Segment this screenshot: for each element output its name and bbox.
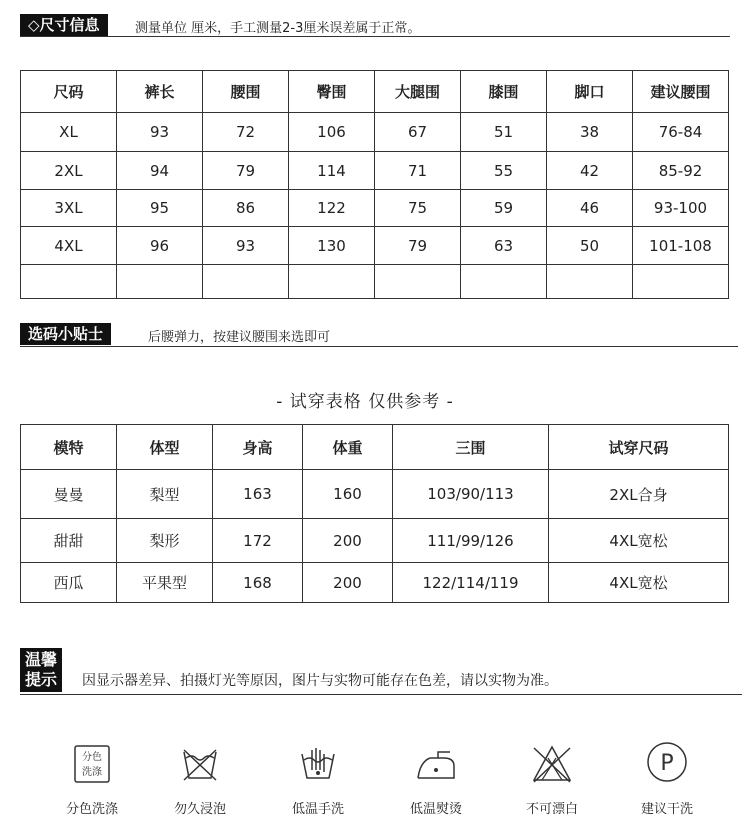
care-item-no-bleach (497, 744, 607, 817)
table-cell (117, 265, 203, 299)
header-cell: 臀围 (289, 71, 375, 113)
table-cell: 4XL (21, 227, 117, 265)
dry-clean-icon-text: P (660, 751, 674, 776)
table-cell: 103/90/113 (393, 470, 549, 519)
header-cell: 试穿尺码 (549, 425, 729, 470)
table-cell: 93 (203, 227, 289, 265)
notice-divider (20, 694, 742, 695)
table-cell: 63 (461, 227, 547, 265)
table-cell (21, 265, 117, 299)
table-cell: 130 (289, 227, 375, 265)
notice-tag-line1: 温馨 (24, 650, 57, 669)
table-cell: 42 (547, 152, 633, 190)
table-cell (633, 265, 729, 299)
care-item-dry-clean (612, 740, 722, 817)
table-cell: 168 (213, 563, 303, 603)
header-cell: 裤长 (117, 71, 203, 113)
table-cell: 160 (303, 470, 393, 519)
table-cell (547, 265, 633, 299)
table-cell: 163 (213, 470, 303, 519)
header-cell: 膝围 (461, 71, 547, 113)
tips-section-note: 后腰弹力，按建议腰围来选即可 (148, 330, 331, 345)
table-cell: 101-108 (633, 227, 729, 265)
care-label: 建议干洗 (640, 802, 693, 817)
table-cell: 200 (303, 563, 393, 603)
table-cell: 95 (117, 190, 203, 227)
notice-tag (20, 648, 62, 692)
care-label: 不可漂白 (525, 802, 578, 817)
care-item-hand-wash (263, 744, 373, 817)
table-cell: 72 (203, 113, 289, 152)
table-cell (289, 265, 375, 299)
table-cell (203, 265, 289, 299)
dry-clean-icon (645, 740, 689, 784)
table-cell: 96 (117, 227, 203, 265)
table-cell: XL (21, 113, 117, 152)
table-cell: 2XL (21, 152, 117, 190)
table-cell: 114 (289, 152, 375, 190)
no-bleach-icon (530, 744, 574, 784)
hand-wash-low-temp-icon (296, 744, 340, 784)
table-cell: 38 (547, 113, 633, 152)
separate-wash-icon (70, 744, 114, 784)
header-cell: 模特 (21, 425, 117, 470)
care-label: 勿久浸泡 (173, 802, 226, 817)
care-label: 低温熨烫 (409, 802, 462, 817)
table-cell: 4XL宽松 (549, 519, 729, 563)
trial-table (20, 424, 729, 603)
separate-wash-icon-text: 洗涤 (82, 767, 102, 778)
header-cell: 腰围 (203, 71, 289, 113)
table-row (21, 563, 729, 603)
table-cell: 172 (213, 519, 303, 563)
table-cell: 59 (461, 190, 547, 227)
size-section-tag: ◇尺寸信息 (20, 14, 108, 36)
separate-wash-icon-text: 分色 (82, 752, 102, 763)
table-cell: 平果型 (117, 563, 213, 603)
table-cell: 122 (289, 190, 375, 227)
table-cell: 梨形 (117, 519, 213, 563)
trial-table-title: - 试穿表格 仅供参考 - (276, 392, 454, 412)
trial-table-header (21, 425, 729, 470)
table-cell: 111/99/126 (393, 519, 549, 563)
table-cell: 94 (117, 152, 203, 190)
table-cell: 85-92 (633, 152, 729, 190)
care-item-no-soak (145, 744, 255, 817)
notice-tag-line2: 提示 (24, 670, 57, 689)
table-row (21, 470, 729, 519)
table-cell: 46 (547, 190, 633, 227)
header-cell: 建议腰围 (633, 71, 729, 113)
table-cell: 甜甜 (21, 519, 117, 563)
header-cell: 身高 (213, 425, 303, 470)
size-section-note: 测量单位 厘米，手工测量2-3厘米误差属于正常。 (135, 21, 421, 36)
size-table (20, 70, 729, 299)
table-cell: 2XL合身 (549, 470, 729, 519)
care-label: 分色洗涤 (65, 802, 118, 817)
table-cell: 4XL宽松 (549, 563, 729, 603)
iron-low-temp-icon (414, 744, 458, 784)
table-cell: 79 (375, 227, 461, 265)
table-cell (461, 265, 547, 299)
header-cell: 体型 (117, 425, 213, 470)
header-cell: 三围 (393, 425, 549, 470)
care-item-separate-wash (37, 744, 147, 817)
header-cell: 大腿围 (375, 71, 461, 113)
table-cell: 67 (375, 113, 461, 152)
size-table-header (21, 71, 729, 113)
table-cell: 曼曼 (21, 470, 117, 519)
table-row (21, 190, 729, 227)
table-cell: 51 (461, 113, 547, 152)
table-cell: 50 (547, 227, 633, 265)
table-cell: 79 (203, 152, 289, 190)
header-cell: 脚口 (547, 71, 633, 113)
table-cell: 3XL (21, 190, 117, 227)
table-cell: 106 (289, 113, 375, 152)
header-cell: 体重 (303, 425, 393, 470)
table-cell: 86 (203, 190, 289, 227)
table-cell: 76-84 (633, 113, 729, 152)
table-cell: 122/114/119 (393, 563, 549, 603)
size-section-divider (20, 36, 730, 37)
table-cell: 71 (375, 152, 461, 190)
care-label: 低温手洗 (291, 802, 344, 817)
table-row (21, 227, 729, 265)
table-cell: 西瓜 (21, 563, 117, 603)
no-soak-icon (178, 744, 222, 784)
table-cell: 200 (303, 519, 393, 563)
table-cell: 梨型 (117, 470, 213, 519)
table-row (21, 152, 729, 190)
table-cell: 93-100 (633, 190, 729, 227)
care-item-iron (381, 744, 491, 817)
table-cell: 75 (375, 190, 461, 227)
table-cell: 93 (117, 113, 203, 152)
table-row (21, 113, 729, 152)
tips-section-tag: 选码小贴士 (20, 323, 111, 345)
tips-section-divider (20, 346, 738, 347)
table-cell: 55 (461, 152, 547, 190)
table-cell (375, 265, 461, 299)
table-row-empty (21, 265, 729, 299)
notice-text: 因显示器差异、拍摄灯光等原因，图片与实物可能存在色差，请以实物为准。 (82, 673, 558, 689)
header-cell: 尺码 (21, 71, 117, 113)
table-row (21, 519, 729, 563)
